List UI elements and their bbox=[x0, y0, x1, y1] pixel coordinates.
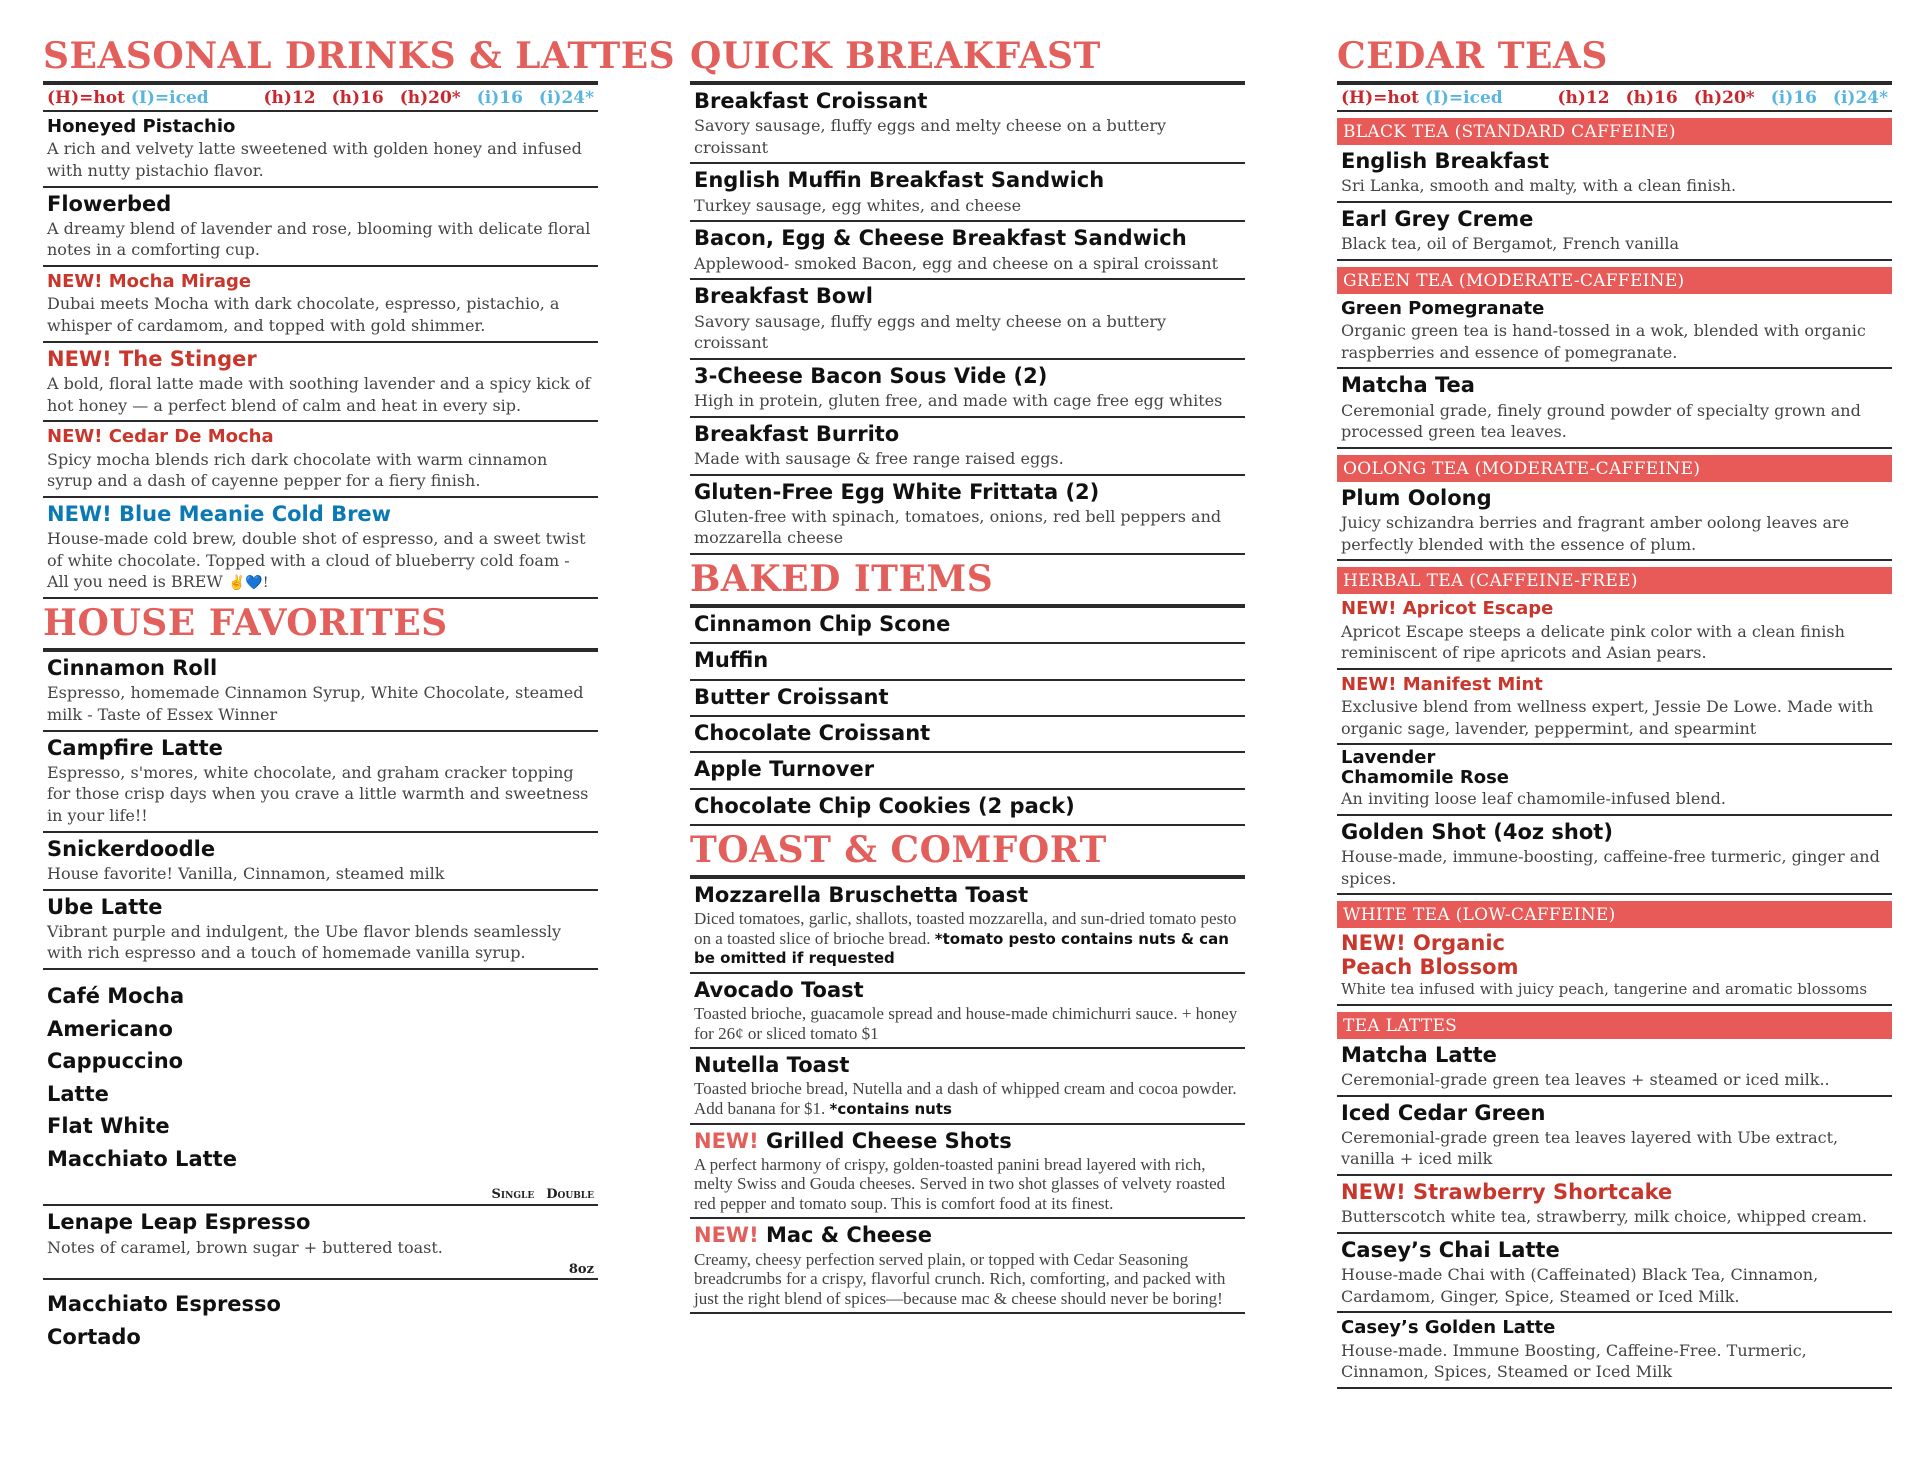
simple-item: Latte bbox=[47, 1081, 109, 1106]
double-label: Double bbox=[546, 1187, 594, 1203]
size-label: (i)16 bbox=[476, 88, 523, 108]
item-note: *tomato pesto contains nuts & can be omitted if requested bbox=[694, 929, 1229, 968]
item-name: Campfire Latte bbox=[47, 735, 223, 760]
item-name-line2: Peach Blossom bbox=[1341, 955, 1519, 980]
menu-item bbox=[43, 891, 598, 970]
menu-item bbox=[43, 498, 598, 599]
item-name: Chocolate Chip Cookies (2 pack) bbox=[694, 793, 1075, 818]
item-name: NEW! The Stinger bbox=[47, 346, 257, 371]
menu-item bbox=[1337, 745, 1892, 815]
item-name: Casey’s Chai Latte bbox=[1341, 1237, 1560, 1262]
item-desc-text: Toasted brioche bread, Nutella and a dash of whipped cream and cocoa powder. Add banana for $1. bbox=[694, 1079, 1237, 1118]
item-name: 3-Cheese Bacon Sous Vide (2) bbox=[694, 363, 1048, 388]
item-desc: Apricot Escape steeps a delicate pink color with a clean finish reminiscent of ripe apricots and Asian pears. bbox=[1341, 621, 1845, 663]
item-desc: Ceremonial grade, finely ground powder of specialty grown and processed green tea leaves. bbox=[1341, 400, 1861, 442]
item-name bbox=[694, 1222, 1241, 1249]
item-name-line2: Chamomile Rose bbox=[1341, 767, 1510, 789]
item-name: Breakfast Croissant bbox=[694, 89, 928, 113]
item-name: Iced Cedar Green bbox=[1341, 1100, 1546, 1125]
size-legend bbox=[1337, 85, 1892, 112]
menu-item bbox=[43, 652, 598, 731]
item-desc: Savory sausage, fluffy eggs and melty cheese on a buttery croissant bbox=[694, 116, 1167, 157]
item-name: Avocado Toast bbox=[694, 977, 864, 1002]
item-name: NEW! Blue Meanie Cold Brew bbox=[47, 501, 392, 526]
item-desc: A dreamy blend of lavender and rose, blooming with delicate floral notes in a comforting cup. bbox=[47, 218, 591, 260]
simple-item: Macchiato Latte bbox=[47, 1146, 237, 1171]
size-label: (i)24* bbox=[538, 88, 594, 108]
menu-item bbox=[1337, 594, 1892, 670]
menu-item bbox=[690, 85, 1245, 164]
section-title-teas: CEDAR TEAS bbox=[1337, 38, 1892, 85]
menu-item bbox=[690, 717, 1245, 753]
menu-item bbox=[690, 644, 1245, 680]
item-name: Butter Croissant bbox=[694, 684, 889, 709]
section-title-breakfast: QUICK BREAKFAST bbox=[690, 38, 1245, 85]
size-label: (h)12 bbox=[263, 88, 316, 108]
size-legend bbox=[43, 85, 598, 112]
item-desc: Spicy mocha blends rich dark chocolate with warm cinnamon syrup and a dash of cayenne pepper for a fiery finish. bbox=[47, 449, 548, 491]
item-desc: High in protein, gluten free, and made with cage free egg whites bbox=[694, 391, 1223, 411]
simple-item: Cappuccino bbox=[47, 1049, 184, 1074]
menu-item bbox=[690, 1049, 1245, 1124]
category-band-herbal: HERBAL TEA (CAFFEINE-FREE) bbox=[1337, 567, 1892, 594]
single-double-header bbox=[43, 1175, 598, 1206]
legend-hot: (H)=hot bbox=[1341, 88, 1419, 108]
item-name: English Breakfast bbox=[1341, 149, 1550, 173]
item-desc: House-made. Immune Boosting, Caffeine-Free. Turmeric, Cinnamon, Spices, Steamed or Iced Milk bbox=[1341, 1340, 1807, 1382]
simple-item: Cortado bbox=[47, 1324, 141, 1349]
item-desc: Creamy, cheesy perfection served plain, or topped with Cedar Seasoning breadcrumbs for a crispy, flavorful crunch. Rich, comforting, and packed with just the right blend of spices—because mac & cheese should never be boring! bbox=[694, 1249, 1226, 1308]
item-desc: Vibrant purple and indulgent, the Ube flavor blends seamlessly with rich espresso and a touch of homemade vanilla syrup. bbox=[47, 921, 562, 963]
section-title-baked: BAKED ITEMS bbox=[690, 561, 1245, 608]
item-name: Breakfast Bowl bbox=[694, 284, 873, 309]
menu-item bbox=[43, 422, 598, 498]
menu-item bbox=[690, 681, 1245, 717]
item-desc: Black tea, oil of Bergamot, French vanilla bbox=[1341, 234, 1680, 254]
menu-item bbox=[690, 974, 1245, 1049]
item-desc: Sri Lanka, smooth and malty, with a clean finish. bbox=[1341, 176, 1737, 196]
menu-item bbox=[1337, 816, 1892, 895]
item-name: Earl Grey Creme bbox=[1341, 206, 1534, 231]
menu-item bbox=[43, 343, 598, 422]
item-desc: House-made Chai with (Caffeinated) Black Tea, Cinnamon, Cardamom, Ginger, Spice, Steamed or Iced Milk. bbox=[1341, 1265, 1819, 1306]
item-name: NEW! Mocha Mirage bbox=[47, 271, 252, 293]
menu-item bbox=[690, 418, 1245, 476]
item-name: Gluten-Free Egg White Frittata (2) bbox=[694, 479, 1100, 504]
column-drinks bbox=[43, 35, 676, 1353]
menu-item bbox=[1337, 1313, 1892, 1389]
menu-item bbox=[690, 879, 1245, 974]
item-name: Bacon, Egg & Cheese Breakfast Sandwich bbox=[694, 226, 1187, 251]
menu-item bbox=[690, 1125, 1245, 1220]
item-desc: House-made, immune-boosting, caffeine-free turmeric, ginger and spices. bbox=[1341, 846, 1880, 888]
item-name-text: Mac & Cheese bbox=[765, 1223, 933, 1248]
item-name: Cinnamon Chip Scone bbox=[694, 612, 951, 637]
item-name: Nutella Toast bbox=[694, 1053, 850, 1078]
size-label: (h)12 bbox=[1557, 88, 1610, 108]
item-desc: Espresso, s'mores, white chocolate, and graham cracker topping for those crisp days when you crave a little warmth and sweetness in your life!! bbox=[47, 762, 589, 826]
menu-item bbox=[43, 112, 598, 188]
item-name: NEW! Organic bbox=[1341, 931, 1505, 956]
item-name: Lenape Leap Espresso bbox=[47, 1210, 311, 1235]
size-label: (h)16 bbox=[1625, 88, 1678, 108]
item-desc: Savory sausage, fluffy eggs and melty cheese on a buttery croissant bbox=[694, 311, 1167, 353]
item-desc: An inviting loose leaf chamomile-infused blend. bbox=[1341, 789, 1726, 809]
item-desc: Ceremonial-grade green tea leaves + steamed or iced milk.. bbox=[1341, 1069, 1830, 1089]
menu-item bbox=[1337, 203, 1892, 261]
item-name: NEW! Cedar De Mocha bbox=[47, 426, 274, 448]
menu-item bbox=[43, 732, 598, 833]
menu-item bbox=[690, 222, 1245, 280]
item-desc: Juicy schizandra berries and fragrant amber oolong leaves are perfectly blended with the essence of plum. bbox=[1341, 513, 1850, 554]
item-desc-text: House-made cold brew, double shot of espresso, and a sweet twist of white chocolate. Topped with a cloud of blueberry cold foam - All you need is BREW bbox=[47, 529, 586, 592]
menu-item bbox=[690, 790, 1245, 826]
new-badge: NEW! bbox=[694, 1223, 759, 1248]
size-label: (h)16 bbox=[331, 88, 384, 108]
category-band-green: GREEN TEA (MODERATE-CAFFEINE) bbox=[1337, 267, 1892, 294]
item-desc: White tea infused with juicy peach, tangerine and aromatic blossoms bbox=[1341, 980, 1868, 999]
menu-item bbox=[1337, 1039, 1892, 1097]
menu-item bbox=[690, 476, 1245, 555]
column-food bbox=[690, 35, 1245, 1314]
item-name: Golden Shot (4oz shot) bbox=[1341, 819, 1613, 844]
menu-item bbox=[690, 360, 1245, 418]
item-name bbox=[694, 1128, 1241, 1155]
peace-heart-icon: ✌💙! bbox=[227, 575, 269, 592]
item-name: Flowerbed bbox=[47, 191, 172, 216]
item-name: Muffin bbox=[694, 648, 769, 673]
item-desc: Butterscotch white tea, strawberry, milk choice, whipped cream. bbox=[1341, 1207, 1868, 1227]
item-name: Cinnamon Roll bbox=[47, 656, 218, 681]
simple-item: Americano bbox=[47, 1016, 173, 1041]
item-name: English Muffin Breakfast Sandwich bbox=[694, 168, 1105, 193]
item-desc: A bold, floral latte made with soothing lavender and a spicy kick of hot honey — a perfect blend of calm and heat in every sip. bbox=[47, 373, 591, 415]
item-desc-text: Diced tomatoes, garlic, shallots, toasted mozzarella, and sun-dried tomato pesto on a toasted slice of brioche bread. bbox=[694, 909, 1237, 948]
category-band-oolong: OOLONG TEA (MODERATE-CAFFEINE) bbox=[1337, 455, 1892, 482]
item-name: NEW! Strawberry Shortcake bbox=[1341, 1180, 1673, 1205]
section-title-seasonal: SEASONAL DRINKS & LATTES bbox=[43, 38, 598, 85]
menu-item bbox=[1337, 369, 1892, 448]
category-band-lattes: TEA LATTES bbox=[1337, 1012, 1892, 1039]
size-label: (i)24* bbox=[1832, 88, 1888, 108]
item-desc: Exclusive blend from wellness expert, Jessie De Lowe. Made with organic sage, lavender, peppermint, and spearmint bbox=[1341, 697, 1874, 738]
item-name: NEW! Manifest Mint bbox=[1341, 673, 1543, 695]
item-desc: Organic green tea is hand-tossed in a wok, blended with organic raspberries and essence of pomegranate. bbox=[1341, 321, 1866, 362]
item-desc: A perfect harmony of crispy, golden-toasted panini bread layered with rich, melty Swiss and Gouda cheeses. Served in two shot glasses of velvety roasted red pepper and tomato soup. This is comfort food at its finest. bbox=[694, 1154, 1226, 1213]
section-title-toast: TOAST & COMFORT bbox=[690, 832, 1245, 879]
menu-item bbox=[690, 608, 1245, 644]
size-label: (h)20* bbox=[399, 88, 461, 108]
item-desc bbox=[694, 909, 1241, 968]
simple-item: Macchiato Espresso bbox=[47, 1292, 281, 1317]
legend-hot: (H)=hot bbox=[47, 88, 125, 108]
item-desc: Made with sausage & free range raised eggs. bbox=[694, 448, 1064, 468]
item-name: Plum Oolong bbox=[1341, 485, 1492, 510]
item-name: Snickerdoodle bbox=[47, 836, 216, 861]
item-desc: Turkey sausage, egg whites, and cheese bbox=[694, 195, 1022, 215]
single-label: Single bbox=[491, 1187, 535, 1203]
item-desc: A rich and velvety latte sweetened with golden honey and infused with nutty pistachio flavor. bbox=[47, 139, 582, 180]
item-desc bbox=[47, 528, 594, 593]
category-band-white: WHITE TEA (LOW-CAFFEINE) bbox=[1337, 901, 1892, 928]
legend-iced: (I)=iced bbox=[130, 88, 209, 108]
oz-label: 8oz bbox=[43, 1262, 598, 1280]
size-label: (i)16 bbox=[1770, 88, 1817, 108]
menu-item bbox=[690, 164, 1245, 222]
item-name: NEW! Apricot Escape bbox=[1341, 598, 1554, 620]
legend-iced: (I)=iced bbox=[1424, 88, 1503, 108]
item-desc: Ceremonial-grade green tea leaves layered with Ube extract, vanilla + iced milk bbox=[1341, 1127, 1839, 1169]
item-name: Matcha Tea bbox=[1341, 373, 1475, 398]
menu-item bbox=[1337, 1097, 1892, 1176]
new-badge: NEW! bbox=[694, 1128, 759, 1153]
simple-item: Flat White bbox=[47, 1114, 170, 1139]
size-label: (h)20* bbox=[1693, 88, 1755, 108]
menu-item bbox=[1337, 928, 1892, 1006]
item-desc: Dubai meets Mocha with dark chocolate, espresso, pistachio, a whisper of cardamom, and topped with gold shimmer. bbox=[47, 294, 560, 336]
menu-item bbox=[1337, 1176, 1892, 1234]
menu-item bbox=[690, 280, 1245, 359]
column-teas bbox=[1337, 35, 1892, 1389]
item-desc: Espresso, homemade Cinnamon Syrup, White Chocolate, steamed milk - Taste of Essex Winner bbox=[47, 683, 584, 724]
menu-item bbox=[1337, 294, 1892, 370]
item-name: Ube Latte bbox=[47, 894, 163, 919]
section-title-house: HOUSE FAVORITES bbox=[43, 605, 598, 652]
menu-item bbox=[43, 267, 598, 343]
item-name: Lavender bbox=[1341, 747, 1436, 769]
item-name: Green Pomegranate bbox=[1341, 297, 1545, 319]
item-desc: House favorite! Vanilla, Cinnamon, steamed milk bbox=[47, 863, 445, 883]
item-desc: Toasted brioche, guacamole spread and house-made chimichurri sauce. + honey for 26¢ or sliced tomato $1 bbox=[694, 1004, 1238, 1043]
item-name: Honeyed Pistachio bbox=[47, 116, 236, 137]
menu-item bbox=[690, 1219, 1245, 1314]
item-name-text: Grilled Cheese Shots bbox=[765, 1128, 1012, 1153]
menu-item bbox=[43, 188, 598, 267]
menu-item bbox=[1337, 1234, 1892, 1313]
item-name: Mozzarella Bruschetta Toast bbox=[694, 882, 1029, 907]
menu-item bbox=[1337, 670, 1892, 746]
menu-item bbox=[1337, 482, 1892, 561]
item-desc: Gluten-free with spinach, tomatoes, onions, red bell peppers and mozzarella cheese bbox=[694, 506, 1222, 548]
menu-item bbox=[690, 753, 1245, 789]
category-band-black: BLACK TEA (STANDARD CAFFEINE) bbox=[1337, 118, 1892, 145]
item-name: Casey’s Golden Latte bbox=[1341, 1317, 1556, 1339]
item-name: Chocolate Croissant bbox=[694, 720, 931, 745]
item-name: Matcha Latte bbox=[1341, 1042, 1497, 1067]
item-desc: Applewood- smoked Bacon, egg and cheese on a spiral croissant bbox=[694, 253, 1219, 273]
menu-item bbox=[1337, 145, 1892, 203]
item-note: *contains nuts bbox=[829, 1099, 952, 1118]
simple-item: Café Mocha bbox=[47, 984, 185, 1009]
item-desc: Notes of caramel, brown sugar + buttered toast. bbox=[47, 1237, 443, 1257]
item-name: Breakfast Burrito bbox=[694, 421, 900, 446]
item-name: Apple Turnover bbox=[694, 757, 875, 782]
menu-item bbox=[43, 833, 598, 891]
menu-item bbox=[43, 1206, 598, 1262]
item-desc bbox=[694, 1079, 1241, 1118]
